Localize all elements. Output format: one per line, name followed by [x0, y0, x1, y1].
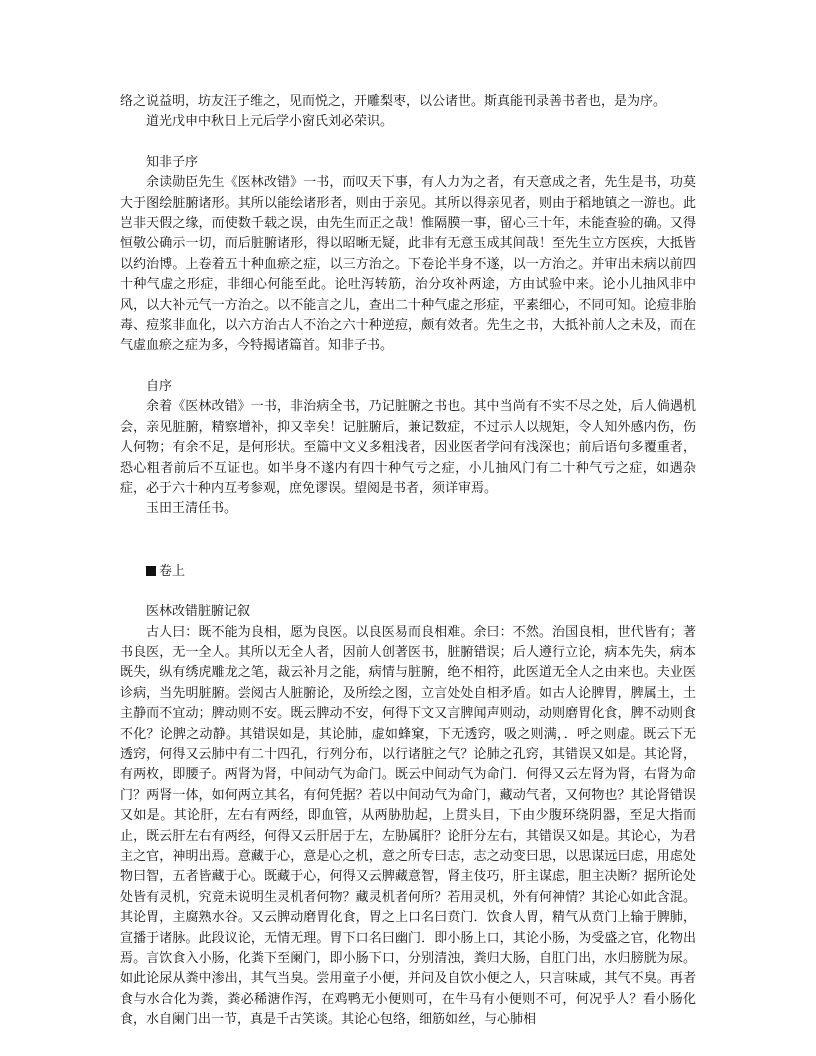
author-preface-body: 余着《医林改错》一书，非治病全书，乃记脏腑之书也。其中当尚有不实不尽之处，后人倘遇机会，亲见脏腑，精察增补，抑又幸矣！记脏腑后，兼记数症，不过示人以规矩，令人知外感内伤，伤人何物；有余不足，是何形状。至篇中文义多粗浅者，因业医者学问有浅深也；前后语句多覆重者，恐心粗者前后不互证也。如半身不遂内有四十种气亏之症，小儿抽风门有二十种气亏之症，如遇杂症，必于六十种内互考参观，庶免谬误。望阅是书者，须详审焉。	[120, 399, 696, 496]
volume-heading	[120, 562, 696, 582]
spacer	[120, 133, 696, 153]
zhifeizi-preface-heading: 知非子序	[146, 154, 199, 170]
square-bullet-icon	[146, 566, 156, 576]
spacer	[120, 520, 696, 562]
zhifeizi-preface-body: 余读勋臣先生《医林改错》一书，而叹天下事，有人力为之者，有天意成之者，先生是书，功莫大于图绘脏腑诸形。其所以能绘诸形者，则由于亲见。其所以得亲见者，则由于稻地镇之一游也。此岂非天假之缘，而使数千载之误，由先生而正之哉！惟隔膜一事，留心三十年，未能查验的确。又得恒敬公确示一切，而后脏腑诸形，得以昭晰无疑，此非有无意玉成其间哉！至先生立方医疾，大抵皆以约治博。上卷着五十种血瘀之症，以三方治之。下卷论半身不遂，以一方治之。并审出未病以前四十种气虚之形症，非细心何能至此。论吐泻转筋，治分攻补两途，方由试验中来。论小儿抽风非中风，以大补元气一方治之。以不能言之儿，查出二十种气虚之形症，平素细心，不同可知。论痘非胎毒、痘浆非血化，以六方治古人不治之六十种逆痘，颇有效者。先生之书，大抵补前人之未及，而在气虚血瘀之症为多，今特揭诸篇首。知非子书。	[120, 175, 696, 354]
chapter-heading: 医林改错脏腑记叙	[146, 604, 251, 620]
author-preface-heading: 自序	[146, 378, 173, 394]
preface-closing-paragraph: 络之说益明，坊友汪子维之，见而悦之，开雕梨枣，以公诸世。斯真能刊录善书者也，是为序。	[120, 94, 667, 109]
chapter-body: 古人曰：既不能为良相，愿为良医。以良医易而良相难。余曰：不然。治国良相，世代皆有；著书良医，无一全人。其所以无全人者，因前人创著医书，脏腑错误；后人遵行立论，病本先失，病本既失，纵有绣虎雕龙之笔，裁云补月之能，病情与脏腑，绝不相符，此医道无全人之由来也。夫业医诊病，当先明脏腑。尝阅古人脏腑论，及所绘之图，立言处处自相矛盾。如古人论脾胃，脾属土，土主静而不宜动；脾动则不安。既云脾动不安，何得下文又言脾闻声则动，动则磨胃化食，脾不动则食不化？论脾之动静。其错误如是，其论肺，虚如蜂窠，下无透窍，吸之则满，．呼之则虚。既云下无透窍，何得又云肺中有二十四孔，行列分布，以行诸脏之气？论肺之孔窍，其错误又如是。其论肾，有两枚，即腰子。两肾为肾，中间动气为命门。既云中间动气为命门．何得又云左肾为肾，右肾为命门？两肾一体，如何两立其名，有何凭据？若以中间动气为命门，藏动气者，又何物也？其论肾错误又如是。其论肝，左右有两经，即血管，从两胁肋起，上贯头目，下由少腹环绕阴器，至足大指而止，既云肝左右有两经，何得又云肝居于左，左胁属肝？论肝分左右，其错误又如是。其论心，为君主之官，神明出焉。意藏于心，意是心之机，意之所专曰志，志之动变曰思，以思谋远曰虑，用虑处物曰智，五者皆藏于心。既藏于心，何得又云脾藏意智，肾主伎巧，肝主谋虑，胆主决断？据所论处处皆有灵机，究竟未说明生灵机者何物？藏灵机者何所？若用灵机，外有何神情？其论心如此含混。其论胃，主腐熟水谷。又云脾动磨胃化食，胃之上口名曰贲门．饮食人胃，精气从贲门上输于脾肺，宣播于诸脉。此段议论，无情无理。胃下口名曰幽门．即小肠上口，其论小肠，为受盛之官，化物出焉。言饮食入小肠，化粪下至阑门，即小肠下口，分别清浊，粪归大肠，自肛门出，水归膀胱为尿。如此论尿从粪中渗出，其气当臭。尝用童子小便，并问及自饮小便之人，只言味咸，其气不臭。再者食与水合化为粪，粪必稀溏作泻，在鸡鸭无小便则可，在牛马有小便则不可，何况乎人？看小肠化食，水自阑门出一节，真是千古笑谈。其论心包络，细筋如丝，与心肺相	[120, 624, 696, 1028]
spacer	[120, 582, 696, 602]
author-signature: 玉田王清任书。	[146, 501, 238, 517]
document-page	[120, 92, 696, 1031]
spacer	[120, 357, 696, 377]
volume-heading-text: 卷上	[159, 563, 186, 579]
preface-signature: 道光戊申中秋日上元后学小窗氏刘必荣识。	[146, 114, 394, 130]
